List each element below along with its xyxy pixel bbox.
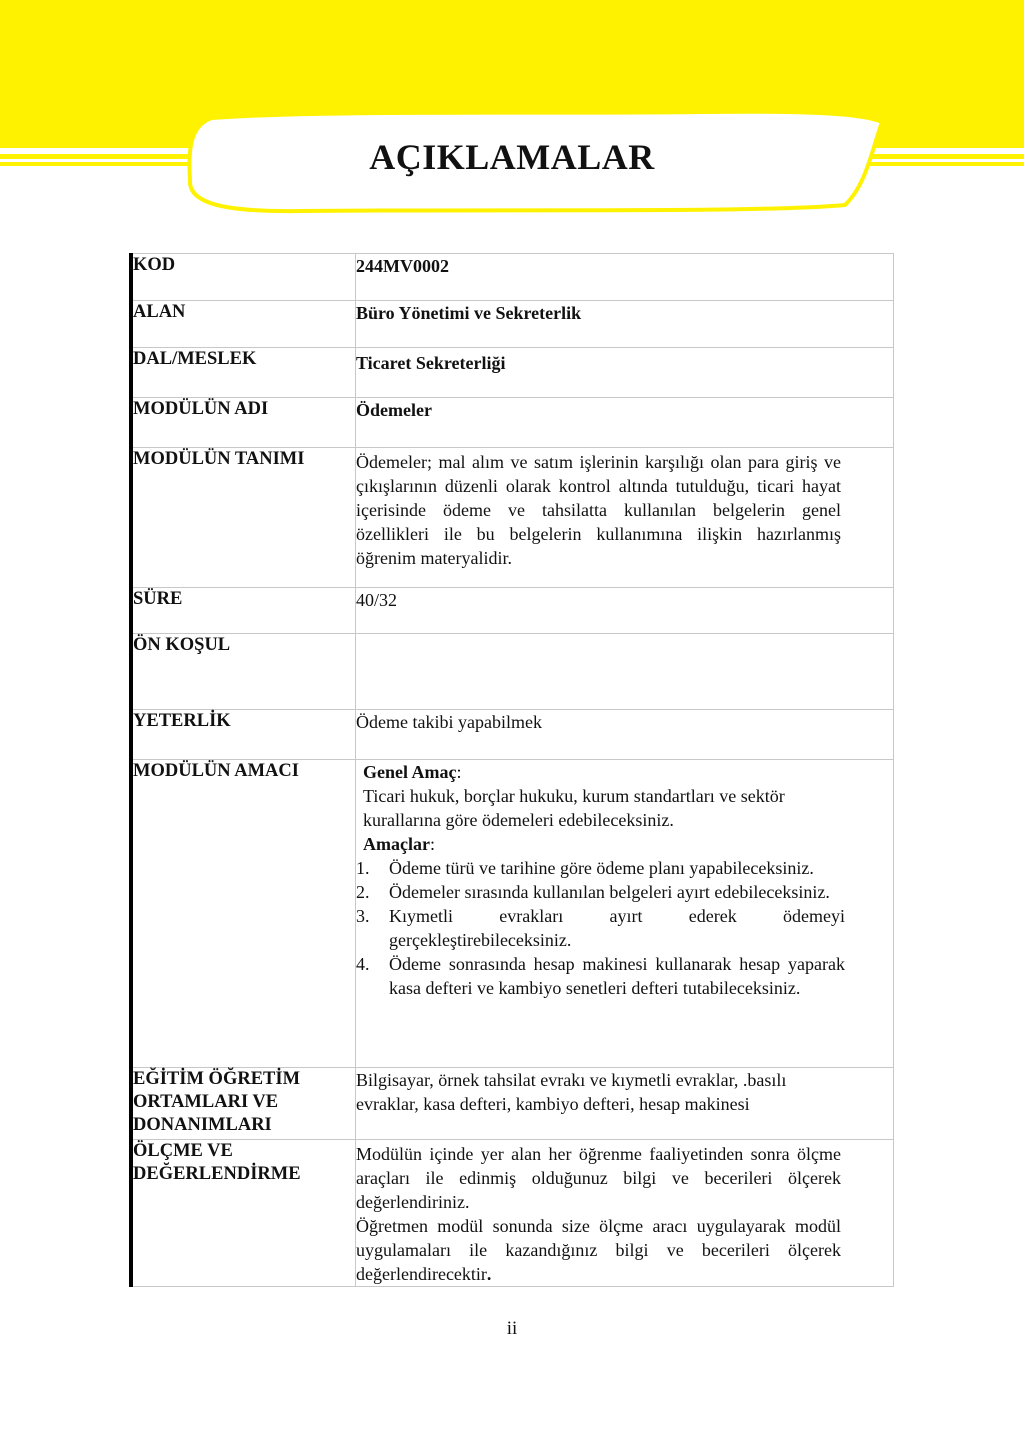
assessment-paragraph: Modülün içinde yer alan her öğrenme faaliyetinden sonra ölçme araçları ile edinmiş olduğunuz bilgi ve becerileri ölçerek değerlendiriniz. <box>356 1144 841 1212</box>
table-row <box>131 301 894 348</box>
row-label: MODÜLÜN TANIMI <box>131 448 356 588</box>
row-value: 244MV0002 <box>356 254 894 301</box>
table-row <box>131 588 894 634</box>
table-row <box>131 348 894 398</box>
row-value <box>356 760 894 1068</box>
header-banner <box>0 0 1024 230</box>
row-value: Büro Yönetimi ve Sekreterlik <box>356 301 894 348</box>
list-item-number: 4. <box>356 954 370 974</box>
colon: : <box>456 762 462 782</box>
list-item <box>356 880 845 904</box>
row-label: DAL/MESLEK <box>131 348 356 398</box>
row-label: EĞİTİM ÖĞRETİM ORTAMLARI VE DONANIMLARI <box>131 1068 356 1140</box>
row-label: ALAN <box>131 301 356 348</box>
table-row <box>131 760 894 1068</box>
row-value: 40/32 <box>356 588 894 634</box>
assessment-text: Öğretmen modül sonunda size ölçme aracı uygulayarak modül uygulamaları ile kazandığınız bilgi ve becerileri ölçerek değerlendirecektir <box>356 1216 841 1284</box>
list-item-text: Kıymetli evrakları ayırt ederek ödemeyi gerçekleştirebileceksiniz. <box>389 906 845 950</box>
module-info-table <box>129 253 894 1287</box>
row-value: Ticaret Sekreterliği <box>356 348 894 398</box>
goal-list <box>356 856 845 1000</box>
row-label: MODÜLÜN AMACI <box>131 760 356 1068</box>
table-row <box>131 634 894 710</box>
assessment-paragraph <box>356 1214 841 1286</box>
table-row <box>131 710 894 760</box>
list-item <box>356 952 845 1000</box>
list-item-number: 2. <box>356 882 370 902</box>
row-value: Ödeme takibi yapabilmek <box>356 710 894 760</box>
table-row <box>131 448 894 588</box>
row-label: ÖN KOŞUL <box>131 634 356 710</box>
list-item-number: 1. <box>356 858 370 878</box>
list-item-text: Ödeme türü ve tarihine göre ödeme planı yapabileceksiniz. <box>389 858 814 878</box>
row-label: YETERLİK <box>131 710 356 760</box>
row-value: Ödemeler <box>356 398 894 448</box>
list-item-number: 3. <box>356 906 370 926</box>
table-row <box>131 1068 894 1140</box>
row-value <box>356 634 894 710</box>
list-item <box>356 904 845 952</box>
table-row <box>131 398 894 448</box>
colon: : <box>429 834 435 854</box>
general-goal <box>356 760 845 856</box>
list-item-text: Ödemeler sırasında kullanılan belgeleri ayırt edebileceksiniz. <box>389 882 830 902</box>
list-item <box>356 856 845 880</box>
row-value: Ödemeler; mal alım ve satım işlerinin karşılığı olan para giriş ve çıkışlarının düzenli olarak kontrol altında tutulduğu, ticari hayat içerisinde ödeme ve tahsilatta kullanılan belgelerin genel özellikleri ile bu belgelerin kullanımına ilişkin hazırlanmış öğrenim materyalidir. <box>356 448 894 588</box>
assessment-end: . <box>486 1264 492 1284</box>
general-goal-heading: Genel Amaç <box>363 762 457 782</box>
row-label: MODÜLÜN ADI <box>131 398 356 448</box>
row-value: Bilgisayar, örnek tahsilat evrakı ve kıymetli evraklar, .basılı evraklar, kasa defteri, kambiyo defteri, hesap makinesi <box>356 1068 894 1140</box>
table-row <box>131 254 894 301</box>
list-item-text: Ödeme sonrasında hesap makinesi kullanarak hesap yaparak kasa defteri ve kambiyo senetleri defteri tutabileceksiniz. <box>389 954 845 998</box>
row-value <box>356 1140 894 1287</box>
table-row <box>131 1140 894 1287</box>
goals-heading: Amaçlar <box>363 834 430 854</box>
page-title: AÇIKLAMALAR <box>369 137 655 177</box>
page-number: ii <box>506 1318 518 1339</box>
general-goal-text: Ticari hukuk, borçlar hukuku, kurum standartları ve sektör kurallarına göre ödemeleri edebileceksiniz. <box>363 786 785 830</box>
row-label: SÜRE <box>131 588 356 634</box>
row-label: KOD <box>131 254 356 301</box>
row-label: ÖLÇME VE DEĞERLENDİRME <box>131 1140 356 1287</box>
